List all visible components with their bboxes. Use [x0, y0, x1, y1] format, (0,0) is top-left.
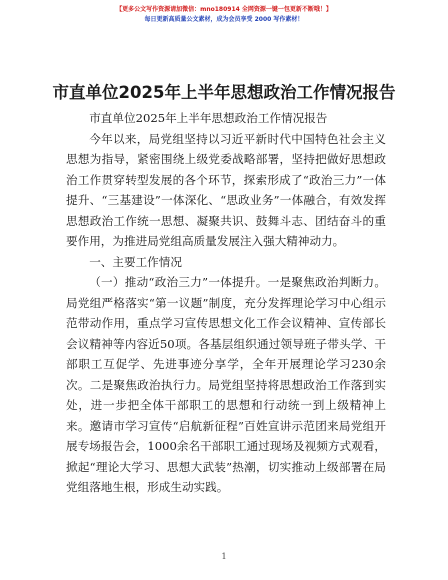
document-title: 市直单位2025年上半年思想政治工作情况报告	[52, 83, 396, 102]
document-subtitle: 市直单位2025年上半年思想政治工作情况报告	[89, 111, 328, 125]
document-body	[66, 108, 386, 498]
section-paragraph: （一）推动“政治三力”一体提升。一是聚焦政治判断力。局党组严格落实“第一议题”制度，充分发挥理论学习中心组示范带动作用，重点学习宣传思想文化工作会议精神、宣传部长会议精神等内容近50项。各基层组织通过领导班子带头学、干部职工互促学、先进事迹分享学，全年开展理论学习230余次。二是聚焦政治执行力。局党组坚持将思想政治工作落到实处，进一步把全体干部职工的思想和行动统一到上级精神上来。邀请市学习宣传“启航新征程”百姓宣讲示范团来局党组开展专场报告会，1000余名干部职工通过现场及视频方式观看，掀起“理论大学习、思想大武装”热潮，切实推动上级部署在局党组落地生根，形成生动实践。	[66, 275, 386, 494]
promo-banner	[0, 5, 448, 25]
section-heading: 一、主要工作情况	[89, 254, 182, 269]
promo-line-2: 每日更新高质量公文素材，成为会员享受 2000 写作素材！	[144, 16, 304, 23]
promo-line-1: 【更多公文写作资源请加微信：mno180914 全网资源一键一包更新不断哦！】	[116, 6, 332, 13]
page-number: 1	[221, 552, 227, 561]
intro-paragraph: 今年以来，局党组坚持以习近平新时代中国特色社会主义思想为指导，紧密围绕上级党委战略部署，坚持把做好思想政治工作贯穿转型发展的各个环节，探索形成了“政治三力”一体提升、“三基建设”一体深化、“思政业务”一体融合，有效发挥思想政治工作统一思想、凝聚共识、鼓舞斗志、团结奋斗的重要作用，为推进局党组高质量发展注入强大精神动力。	[66, 131, 386, 248]
